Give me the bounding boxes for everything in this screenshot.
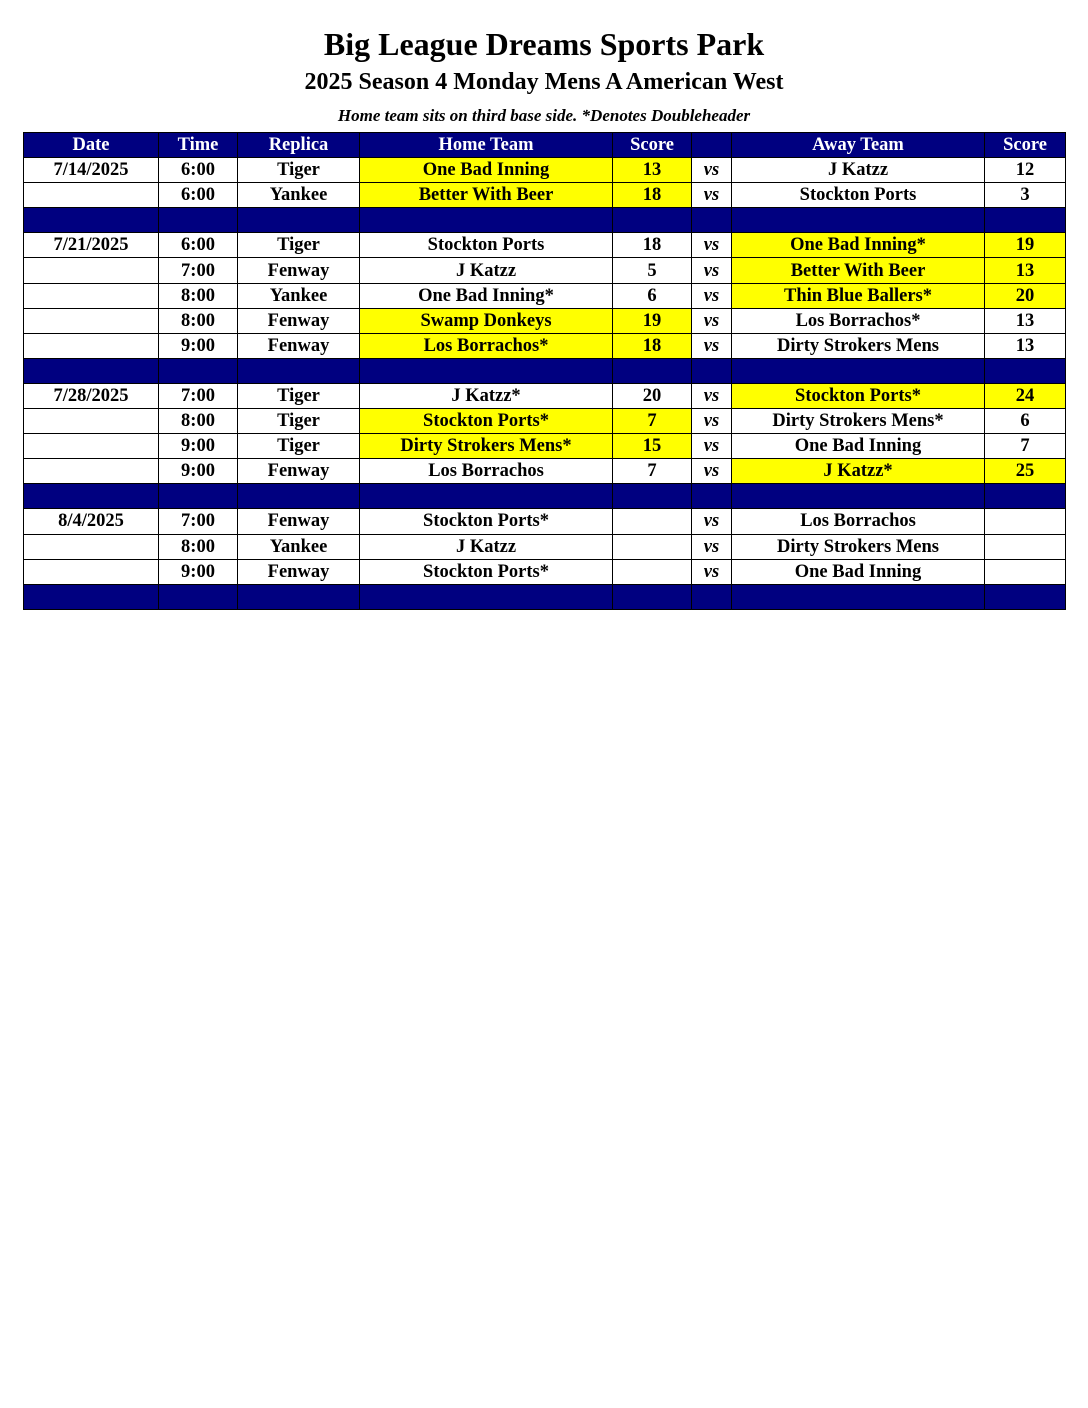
time-cell: 9:00 <box>159 459 238 484</box>
table-row <box>24 409 1066 434</box>
separator-cell <box>360 584 613 609</box>
table-row <box>24 333 1066 358</box>
away-score-cell: 24 <box>985 383 1066 408</box>
column-header-home-team: Home Team <box>360 133 613 158</box>
replica-cell: Yankee <box>238 283 360 308</box>
vs-cell: vs <box>692 559 732 584</box>
separator-cell <box>985 584 1066 609</box>
away-team-cell: Dirty Strokers Mens* <box>732 409 985 434</box>
separator-cell <box>238 584 360 609</box>
home-score-cell <box>613 509 692 534</box>
vs-cell: vs <box>692 158 732 183</box>
away-score-cell: 19 <box>985 233 1066 258</box>
time-cell: 7:00 <box>159 258 238 283</box>
replica-cell: Yankee <box>238 183 360 208</box>
away-team-cell: Dirty Strokers Mens <box>732 534 985 559</box>
replica-cell: Fenway <box>238 333 360 358</box>
away-team-cell: J Katzz <box>732 158 985 183</box>
replica-cell: Yankee <box>238 534 360 559</box>
table-row <box>24 158 1066 183</box>
table-row <box>24 258 1066 283</box>
away-score-cell: 13 <box>985 308 1066 333</box>
separator-cell <box>360 358 613 383</box>
home-score-cell: 7 <box>613 459 692 484</box>
away-team-cell: Thin Blue Ballers* <box>732 283 985 308</box>
vs-cell: vs <box>692 308 732 333</box>
away-team-cell: Stockton Ports <box>732 183 985 208</box>
home-team-cell: One Bad Inning <box>360 158 613 183</box>
away-team-cell: Los Borrachos* <box>732 308 985 333</box>
separator-cell <box>732 208 985 233</box>
table-row <box>24 509 1066 534</box>
home-score-cell: 7 <box>613 409 692 434</box>
time-cell: 6:00 <box>159 233 238 258</box>
table-row <box>24 534 1066 559</box>
schedule-table <box>23 132 1066 610</box>
separator-cell <box>360 208 613 233</box>
column-header-away-team: Away Team <box>732 133 985 158</box>
date-cell <box>24 308 159 333</box>
header-row <box>24 133 1066 158</box>
table-row <box>24 559 1066 584</box>
table-row <box>24 233 1066 258</box>
away-team-cell: One Bad Inning* <box>732 233 985 258</box>
home-team-cell: Better With Beer <box>360 183 613 208</box>
vs-cell: vs <box>692 333 732 358</box>
away-score-cell: 3 <box>985 183 1066 208</box>
vs-cell: vs <box>692 409 732 434</box>
date-cell <box>24 258 159 283</box>
time-cell: 8:00 <box>159 283 238 308</box>
date-cell: 7/14/2025 <box>24 158 159 183</box>
home-score-cell: 20 <box>613 383 692 408</box>
separator-cell <box>732 484 985 509</box>
vs-cell: vs <box>692 183 732 208</box>
date-cell: 7/28/2025 <box>24 383 159 408</box>
home-team-cell: One Bad Inning* <box>360 283 613 308</box>
home-score-cell: 13 <box>613 158 692 183</box>
home-team-cell: J Katzz <box>360 258 613 283</box>
date-cell <box>24 459 159 484</box>
separator-cell <box>238 484 360 509</box>
separator-cell <box>985 484 1066 509</box>
vs-cell: vs <box>692 383 732 408</box>
date-cell <box>24 333 159 358</box>
separator-cell <box>24 484 159 509</box>
column-header-time: Time <box>159 133 238 158</box>
vs-cell: vs <box>692 509 732 534</box>
away-team-cell: One Bad Inning <box>732 559 985 584</box>
separator-cell <box>985 208 1066 233</box>
time-cell: 7:00 <box>159 509 238 534</box>
column-header-date: Date <box>24 133 159 158</box>
table-row <box>24 183 1066 208</box>
date-cell <box>24 409 159 434</box>
column-header-vs <box>692 133 732 158</box>
date-cell: 8/4/2025 <box>24 509 159 534</box>
home-team-cell: Swamp Donkeys <box>360 308 613 333</box>
separator-cell <box>238 208 360 233</box>
home-score-cell <box>613 559 692 584</box>
separator-cell <box>613 208 692 233</box>
away-score-cell <box>985 534 1066 559</box>
time-cell: 7:00 <box>159 383 238 408</box>
home-score-cell: 18 <box>613 233 692 258</box>
away-score-cell <box>985 509 1066 534</box>
date-cell <box>24 283 159 308</box>
away-score-cell: 13 <box>985 333 1066 358</box>
away-team-cell: J Katzz* <box>732 459 985 484</box>
separator-cell <box>613 358 692 383</box>
time-cell: 9:00 <box>159 333 238 358</box>
home-team-cell: Stockton Ports* <box>360 409 613 434</box>
home-team-cell: Dirty Strokers Mens* <box>360 434 613 459</box>
group-separator-row <box>24 484 1066 509</box>
separator-cell <box>613 584 692 609</box>
date-cell <box>24 559 159 584</box>
replica-cell: Fenway <box>238 459 360 484</box>
away-score-cell: 7 <box>985 434 1066 459</box>
separator-cell <box>692 484 732 509</box>
separator-cell <box>159 358 238 383</box>
home-team-cell: Los Borrachos <box>360 459 613 484</box>
replica-cell: Tiger <box>238 409 360 434</box>
separator-cell <box>24 358 159 383</box>
replica-cell: Fenway <box>238 559 360 584</box>
separator-cell <box>159 584 238 609</box>
away-score-cell: 20 <box>985 283 1066 308</box>
replica-cell: Tiger <box>238 383 360 408</box>
separator-cell <box>159 208 238 233</box>
page-title: Big League Dreams Sports Park <box>323 26 765 62</box>
away-team-cell: Stockton Ports* <box>732 383 985 408</box>
table-row <box>24 383 1066 408</box>
column-header-home-score: Score <box>613 133 692 158</box>
home-team-cell: J Katzz <box>360 534 613 559</box>
home-team-cell: Stockton Ports* <box>360 559 613 584</box>
group-separator-row <box>24 584 1066 609</box>
table-row <box>24 434 1066 459</box>
home-score-cell: 6 <box>613 283 692 308</box>
time-cell: 8:00 <box>159 308 238 333</box>
time-cell: 8:00 <box>159 409 238 434</box>
replica-cell: Fenway <box>238 509 360 534</box>
date-cell: 7/21/2025 <box>24 233 159 258</box>
column-header-replica: Replica <box>238 133 360 158</box>
time-cell: 9:00 <box>159 559 238 584</box>
away-score-cell: 13 <box>985 258 1066 283</box>
replica-cell: Tiger <box>238 434 360 459</box>
vs-cell: vs <box>692 258 732 283</box>
time-cell: 8:00 <box>159 534 238 559</box>
separator-cell <box>159 484 238 509</box>
away-team-cell: One Bad Inning <box>732 434 985 459</box>
home-score-cell: 19 <box>613 308 692 333</box>
separator-cell <box>24 584 159 609</box>
separator-cell <box>692 208 732 233</box>
home-team-cell: Los Borrachos* <box>360 333 613 358</box>
vs-cell: vs <box>692 534 732 559</box>
separator-cell <box>692 358 732 383</box>
separator-cell <box>238 358 360 383</box>
home-score-cell: 18 <box>613 183 692 208</box>
vs-cell: vs <box>692 233 732 258</box>
home-team-cell: Stockton Ports <box>360 233 613 258</box>
vs-cell: vs <box>692 459 732 484</box>
time-cell: 6:00 <box>159 158 238 183</box>
separator-cell <box>732 358 985 383</box>
time-cell: 9:00 <box>159 434 238 459</box>
vs-cell: vs <box>692 283 732 308</box>
column-header-away-score: Score <box>985 133 1066 158</box>
replica-cell: Fenway <box>238 308 360 333</box>
home-score-cell: 5 <box>613 258 692 283</box>
away-team-cell: Los Borrachos <box>732 509 985 534</box>
away-score-cell: 6 <box>985 409 1066 434</box>
time-cell: 6:00 <box>159 183 238 208</box>
home-score-cell: 15 <box>613 434 692 459</box>
table-row <box>24 459 1066 484</box>
home-team-cell: Stockton Ports* <box>360 509 613 534</box>
schedule-body <box>24 158 1066 610</box>
separator-cell <box>732 584 985 609</box>
table-row <box>24 283 1066 308</box>
table-row <box>24 308 1066 333</box>
away-team-cell: Dirty Strokers Mens <box>732 333 985 358</box>
separator-cell <box>360 484 613 509</box>
replica-cell: Tiger <box>238 233 360 258</box>
home-team-cell: J Katzz* <box>360 383 613 408</box>
date-cell <box>24 434 159 459</box>
away-score-cell: 25 <box>985 459 1066 484</box>
replica-cell: Tiger <box>238 158 360 183</box>
home-score-cell <box>613 534 692 559</box>
away-team-cell: Better With Beer <box>732 258 985 283</box>
date-cell <box>24 183 159 208</box>
page-subtitle: 2025 Season 4 Monday Mens A American West <box>304 69 784 95</box>
away-score-cell <box>985 559 1066 584</box>
group-separator-row <box>24 208 1066 233</box>
home-score-cell: 18 <box>613 333 692 358</box>
schedule-note: Home team sits on third base side. *Denotes Doubleheader <box>337 106 751 125</box>
vs-cell: vs <box>692 434 732 459</box>
separator-cell <box>692 584 732 609</box>
separator-cell <box>613 484 692 509</box>
group-separator-row <box>24 358 1066 383</box>
away-score-cell: 12 <box>985 158 1066 183</box>
separator-cell <box>24 208 159 233</box>
replica-cell: Fenway <box>238 258 360 283</box>
separator-cell <box>985 358 1066 383</box>
date-cell <box>24 534 159 559</box>
